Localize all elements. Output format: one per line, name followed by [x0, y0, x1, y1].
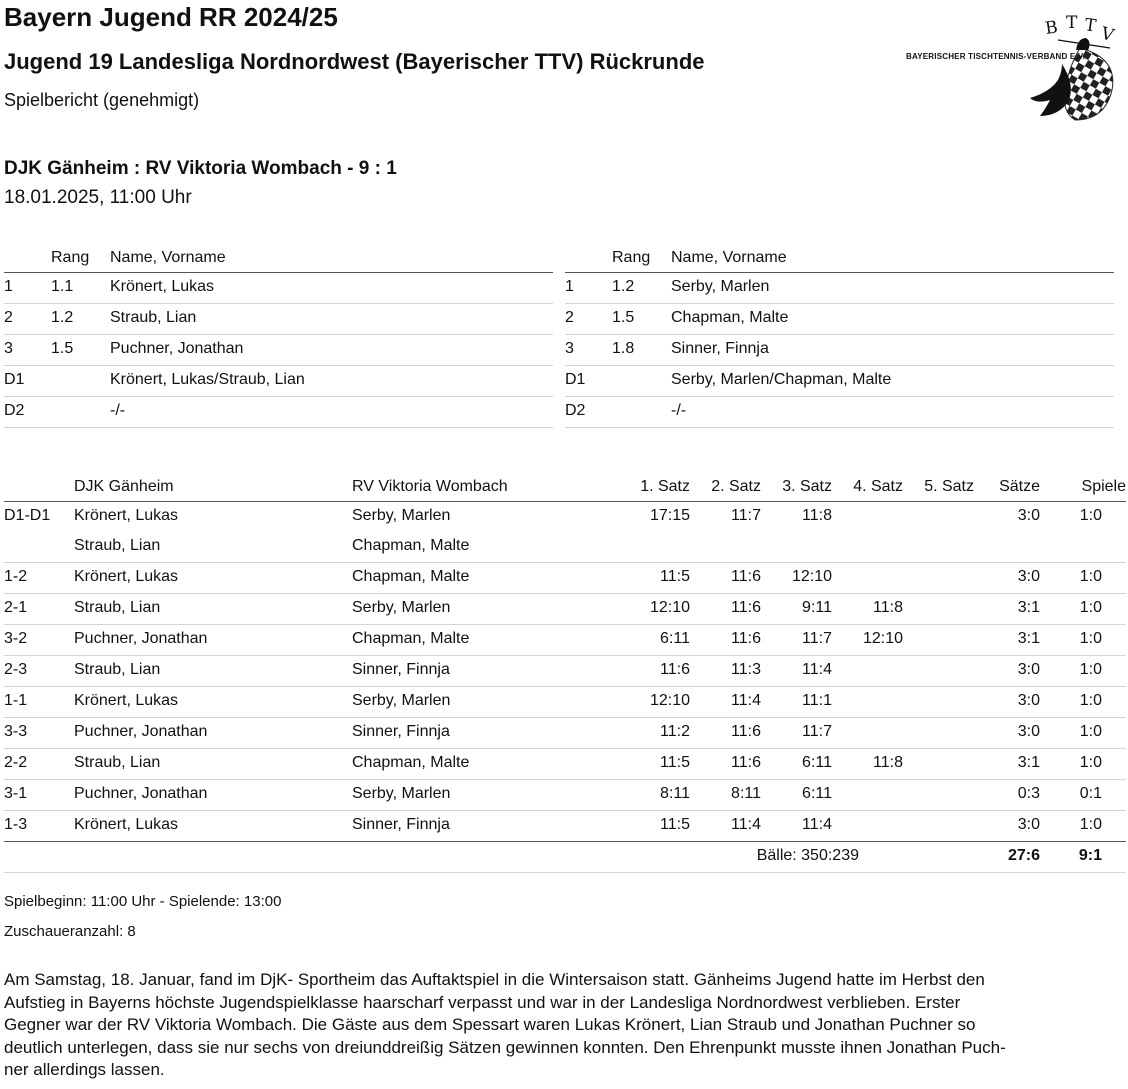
set3-score: 6:11: [802, 785, 832, 802]
sets-result: 3:0: [1017, 568, 1040, 585]
home-player: Straub, Lian: [74, 537, 161, 554]
header-sets: Sätze: [999, 478, 1040, 495]
league-title: Jugend 19 Landesliga Nordnordwest (Bayerischer TTV) Rückrunde: [4, 49, 705, 74]
set3-score: 11:7: [802, 630, 832, 647]
match-times: Spielbeginn: 11:00 Uhr - Spielende: 13:00: [4, 893, 282, 910]
report-line: ner allerdings lassen.: [4, 1060, 165, 1079]
games-result: 1:0: [1079, 692, 1102, 709]
away-player: Chapman, Malte: [352, 754, 470, 771]
report-line: deutlich unterlegen, dass sie nur sechs von dreiunddreißig Sätzen gewinnen konnten. Den Ehrenpunkt musste ihnen Jonathan Puch-: [4, 1037, 1006, 1057]
set3-score: 6:11: [802, 754, 832, 771]
lineup-row: [4, 304, 553, 335]
table-row: [4, 718, 1126, 749]
lineup-rank: 1.8: [612, 340, 635, 357]
set1-score: 11:5: [660, 816, 690, 833]
report-line: Aufstieg in Bayerns höchste Jugendspielklasse haarscharf verpasst und war in der Landesliga Nordnordwest verblieben. Erster: [4, 992, 961, 1012]
lineup-name: Krönert, Lukas: [110, 278, 215, 295]
match-code: 1-2: [4, 568, 28, 585]
svg-text:T: T: [1066, 13, 1078, 33]
match-code: 2-1: [4, 599, 28, 616]
header-set5: 5. Satz: [924, 478, 974, 495]
away-player: Serby, Marlen: [352, 785, 451, 802]
set1-score: 12:10: [649, 692, 690, 709]
games-result: 1:0: [1079, 630, 1102, 647]
sets-result: 3:0: [1017, 507, 1040, 524]
set1-score: 8:11: [660, 785, 690, 802]
lineup-name: Serby, Marlen: [671, 278, 770, 295]
header-games: Spiele: [1081, 478, 1126, 495]
match-report: [4, 969, 1116, 1082]
set4-score: 12:10: [862, 630, 903, 647]
away-player: Chapman, Malte: [352, 630, 470, 647]
results-header-row: [4, 472, 1126, 502]
match-code: 1-1: [4, 692, 28, 709]
match-code: 1-3: [4, 816, 28, 833]
match-code: D1-D1: [4, 507, 51, 524]
lineup-name: Serby, Marlen/Chapman, Malte: [671, 371, 892, 388]
spectator-count: Zuschaueranzahl: 8: [4, 923, 136, 940]
lineup-row: [565, 273, 1114, 304]
lineup-pos: D2: [565, 402, 586, 419]
lineup-row: [565, 335, 1114, 366]
totals-row: [4, 842, 1126, 873]
header-away-team: RV Viktoria Wombach: [352, 478, 508, 495]
match-code: 2-2: [4, 754, 28, 771]
set2-score: 11:3: [731, 661, 761, 678]
header-set1: 1. Satz: [640, 478, 690, 495]
set1-score: 11:2: [660, 723, 690, 740]
set2-score: 11:6: [731, 630, 761, 647]
table-row: [4, 594, 1126, 625]
games-result: 1:0: [1079, 568, 1102, 585]
set2-score: 8:11: [731, 785, 761, 802]
games-result: 1:0: [1079, 754, 1102, 771]
lineup-rank: 1.2: [612, 278, 635, 295]
lineup-pos: D1: [4, 371, 25, 388]
home-player: Krönert, Lukas: [74, 507, 179, 524]
home-player: Puchner, Jonathan: [74, 785, 208, 802]
set1-score: 11:5: [660, 568, 690, 585]
set2-score: 11:4: [731, 816, 761, 833]
games-result: 1:0: [1079, 507, 1102, 524]
table-row: [4, 811, 1126, 842]
away-player: Sinner, Finnja: [352, 661, 450, 678]
table-row: [4, 502, 1126, 532]
set3-score: 11:4: [802, 816, 832, 833]
lineup-pos: D2: [4, 402, 25, 419]
lineup-pos: 3: [4, 340, 13, 357]
match-title: DJK Gänheim : RV Viktoria Wombach - 9 : 1: [4, 158, 397, 179]
home-player: Krönert, Lukas: [74, 816, 179, 833]
table-row: [4, 532, 1126, 563]
header-rank: Rang: [612, 249, 651, 266]
lineup-home: [4, 244, 553, 428]
lineup-row: [4, 366, 553, 397]
match-code: 3-2: [4, 630, 28, 647]
bttv-logo-graphic: [900, 8, 1120, 124]
table-row: [4, 656, 1126, 687]
header-name: Name, Vorname: [110, 249, 226, 266]
set2-score: 11:6: [731, 723, 761, 740]
bttv-logo: [900, 8, 1120, 124]
lineup-row: [565, 366, 1114, 397]
lineup-name: Krönert, Lukas/Straub, Lian: [110, 371, 305, 388]
lineup-pos: 3: [565, 340, 574, 357]
set3-score: 11:7: [802, 723, 832, 740]
table-row: [4, 749, 1126, 780]
lineup-name: Sinner, Finnja: [671, 340, 769, 357]
away-player: Chapman, Malte: [352, 537, 470, 554]
set2-score: 11:4: [731, 692, 761, 709]
set2-score: 11:6: [731, 599, 761, 616]
lineup-rank: 1.1: [51, 278, 74, 295]
away-player: Serby, Marlen: [352, 507, 451, 524]
header-set3: 3. Satz: [782, 478, 832, 495]
set1-score: 12:10: [649, 599, 690, 616]
lineup-rank: 1.5: [612, 309, 635, 326]
lineup-pos: 2: [4, 309, 13, 326]
lineup-row: [4, 397, 553, 428]
lineup-row: [4, 335, 553, 366]
sets-result: 3:0: [1017, 723, 1040, 740]
set3-score: 12:10: [791, 568, 832, 585]
set3-score: 11:4: [802, 661, 832, 678]
report-line: Gegner war der RV Viktoria Wombach. Die Gäste aus dem Spessart waren Lukas Krönert, Lian Straub und Jonathan Puchner so: [4, 1015, 976, 1034]
svg-text:T: T: [1083, 15, 1098, 37]
lineup-pos: 1: [565, 278, 574, 295]
header-home-team: DJK Gänheim: [74, 478, 174, 495]
set4-score: 11:8: [873, 599, 903, 616]
home-player: Puchner, Jonathan: [74, 630, 208, 647]
lineup-row: [4, 273, 553, 304]
lineup-name: -/-: [110, 402, 126, 419]
set2-score: 11:6: [731, 754, 761, 771]
logo-caption: BAYERISCHER TISCHTENNIS-VERBAND E.V.: [906, 52, 1086, 61]
lineup-rank: 1.5: [51, 340, 74, 357]
table-row: [4, 780, 1126, 811]
lineup-header-row: [4, 244, 553, 273]
lineup-rank: 1.2: [51, 309, 74, 326]
games-result: 1:0: [1079, 723, 1102, 740]
page-title: Bayern Jugend RR 2024/25: [4, 2, 338, 32]
set2-score: 11:6: [731, 568, 761, 585]
match-code: 2-3: [4, 661, 28, 678]
svg-text:V: V: [1098, 23, 1116, 47]
home-player: Straub, Lian: [74, 661, 161, 678]
lineup-away: [565, 244, 1114, 428]
games-result: 1:0: [1079, 661, 1102, 678]
results-table: [4, 472, 1126, 873]
lineup-row: [565, 304, 1114, 335]
sets-result: 3:0: [1017, 692, 1040, 709]
set1-score: 6:11: [660, 630, 690, 647]
sets-result: 3:1: [1017, 754, 1040, 771]
set1-score: 11:5: [660, 754, 690, 771]
report-line: Am Samstag, 18. Januar, fand im DjK- Sportheim das Auftaktspiel in die Wintersaison statt. Gänheims Jugend hatte im Herbst den: [4, 970, 985, 989]
away-player: Sinner, Finnja: [352, 723, 450, 740]
home-player: Krönert, Lukas: [74, 568, 179, 585]
sets-result: 3:0: [1017, 816, 1040, 833]
table-row: [4, 625, 1126, 656]
set3-score: 9:11: [802, 599, 832, 616]
sets-result: 0:3: [1017, 785, 1040, 802]
set3-score: 11:8: [802, 507, 832, 524]
home-player: Straub, Lian: [74, 754, 161, 771]
sets-total: 27:6: [1007, 847, 1040, 864]
lineup-pos: 1: [4, 278, 13, 295]
header-rank: Rang: [51, 249, 90, 266]
match-code: 3-3: [4, 723, 28, 740]
set3-score: 11:1: [802, 692, 832, 709]
lineup-name: -/-: [671, 402, 687, 419]
games-result: 1:0: [1079, 599, 1102, 616]
lineup-name: Straub, Lian: [110, 309, 197, 326]
sets-result: 3:0: [1017, 661, 1040, 678]
lineup-pos: 2: [565, 309, 574, 326]
set1-score: 11:6: [660, 661, 690, 678]
home-player: Puchner, Jonathan: [74, 723, 208, 740]
svg-text:B: B: [1043, 17, 1060, 39]
sets-result: 3:1: [1017, 599, 1040, 616]
match-code: 3-1: [4, 785, 28, 802]
away-player: Serby, Marlen: [352, 692, 451, 709]
set1-score: 17:15: [649, 507, 690, 524]
balls-total: Bälle: 350:239: [756, 847, 859, 864]
sets-result: 3:1: [1017, 630, 1040, 647]
away-player: Serby, Marlen: [352, 599, 451, 616]
match-datetime: 18.01.2025, 11:00 Uhr: [4, 187, 192, 208]
lineup-name: Puchner, Jonathan: [110, 340, 244, 357]
games-total: 9:1: [1078, 847, 1102, 864]
header-set2: 2. Satz: [711, 478, 761, 495]
lineup-row: [565, 397, 1114, 428]
lineup-header-row: [565, 244, 1114, 273]
away-player: Sinner, Finnja: [352, 816, 450, 833]
home-player: Krönert, Lukas: [74, 692, 179, 709]
lineup-name: Chapman, Malte: [671, 309, 789, 326]
games-result: 1:0: [1079, 816, 1102, 833]
table-row: [4, 687, 1126, 718]
table-row: [4, 563, 1126, 594]
set4-score: 11:8: [873, 754, 903, 771]
away-player: Chapman, Malte: [352, 568, 470, 585]
header-name: Name, Vorname: [671, 249, 787, 266]
set2-score: 11:7: [731, 507, 761, 524]
lineup-pos: D1: [565, 371, 586, 388]
report-status: Spielbericht (genehmigt): [4, 90, 200, 110]
home-player: Straub, Lian: [74, 599, 161, 616]
header-set4: 4. Satz: [853, 478, 903, 495]
games-result: 0:1: [1079, 785, 1102, 802]
